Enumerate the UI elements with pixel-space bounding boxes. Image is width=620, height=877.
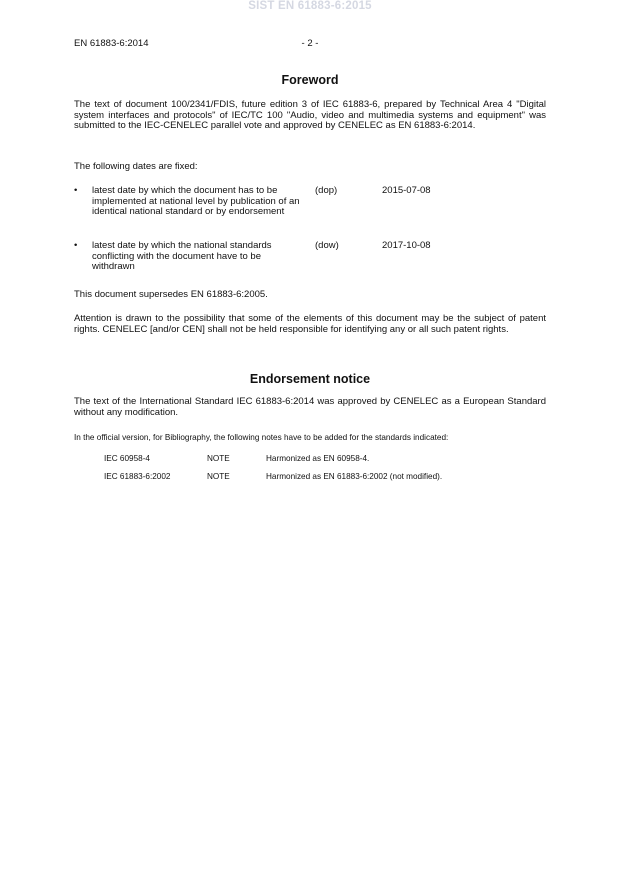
endorsement-text: The text of the International Standard IEC 61883-6:2014 was approved by CENELEC as a European Standard without any modification.: [74, 396, 546, 418]
foreword-heading: Foreword: [281, 73, 339, 87]
date-value: 2017-10-08: [382, 240, 431, 251]
note-label: NOTE: [207, 454, 230, 463]
date-code: (dow): [315, 240, 339, 251]
bullet-icon: •: [74, 185, 78, 196]
note-standard: IEC 60958-4: [104, 454, 150, 463]
foreword-intro: The text of document 100/2341/FDIS, future edition 3 of IEC 61883-6, prepared by Technical Area 4 "Digital system interfaces and protocols" of IEC/TC 100 "Audio, video and multimedia systems and equipment" was submitted to the IEC-CENELEC parallel vote and approved by CENELEC as EN 61883-6:2014.: [74, 99, 546, 132]
dates-intro: The following dates are fixed:: [74, 161, 198, 172]
note-standard: IEC 61883-6:2002: [104, 472, 171, 481]
bibliography-intro: In the official version, for Bibliography, the following notes have to be added for the standards indicated:: [74, 433, 449, 442]
date-code: (dop): [315, 185, 338, 196]
date-value: 2015-07-08: [382, 185, 431, 196]
patent-notice: Attention is drawn to the possibility that some of the elements of this document may be the subject of patent rights. CENELEC [and/or CEN] shall not be held responsible for identifying any or all such patent rights.: [74, 313, 546, 335]
date-description: latest date by which the document has to be implemented at national level by publication of an identical national standard or by endorsement: [92, 185, 300, 218]
supersedes-text: This document supersedes EN 61883-6:2005.: [74, 289, 268, 300]
date-description: latest date by which the national standards conflicting with the document have to be withdrawn: [92, 240, 272, 273]
document-id: EN 61883-6:2014: [74, 38, 149, 49]
bullet-icon: •: [74, 240, 78, 251]
note-label: NOTE: [207, 472, 230, 481]
page-number: - 2 -: [301, 38, 319, 49]
endorsement-heading: Endorsement notice: [249, 372, 371, 386]
note-text: Harmonized as EN 61883-6:2002 (not modified).: [266, 472, 443, 481]
watermark: SIST EN 61883-6:2015: [248, 0, 372, 12]
note-text: Harmonized as EN 60958-4.: [266, 454, 370, 463]
